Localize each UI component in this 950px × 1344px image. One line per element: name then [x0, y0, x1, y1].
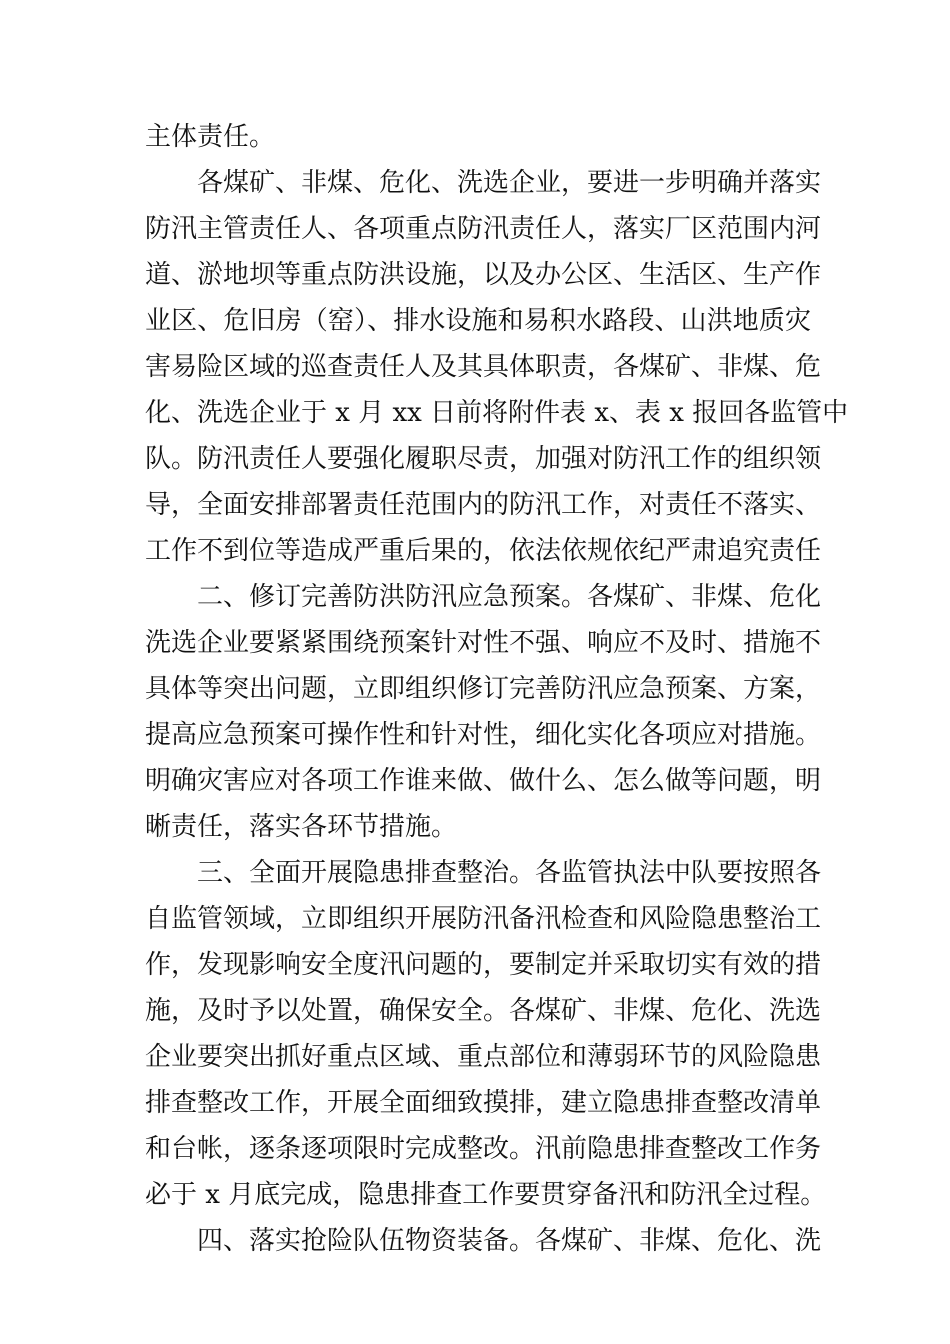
text-line: 具体等突出问题，立即组织修订完善防汛应急预案、方案，: [145, 674, 822, 704]
text-line: 防汛主管责任人、各项重点防汛责任人，落实厂区范围内河: [145, 214, 822, 244]
text-line: 二、修订完善防洪防汛应急预案。各煤矿、非煤、危化: [197, 582, 822, 612]
text-line: 明确灾害应对各项工作谁来做、做什么、怎么做等问题，明: [145, 766, 822, 796]
text-line: 害易险区域的巡查责任人及其具体职责，各煤矿、非煤、危: [145, 352, 822, 382]
text-line: 工作不到位等造成严重后果的，依法依规依纪严肃追究责任: [145, 536, 822, 566]
text-line: 三、全面开展隐患排查整治。各监管执法中队要按照各: [197, 858, 822, 888]
text-line: 排查整改工作，开展全面细致摸排，建立隐患排查整改清单: [145, 1088, 822, 1118]
text-line: 自监管领域，立即组织开展防汛备汛检查和风险隐患整治工: [145, 904, 822, 934]
text-line: 主体责任。: [145, 122, 276, 152]
text-line: 导，全面安排部署责任范围内的防汛工作，对责任不落实、: [145, 490, 822, 520]
text-line: 晰责任，落实各环节措施。: [145, 812, 458, 842]
text-line: 作，发现影响安全度汛问题的，要制定并采取切实有效的措: [145, 950, 822, 980]
text-line: 道、淤地坝等重点防洪设施，以及办公区、生活区、生产作: [145, 260, 822, 290]
text-line: 洗选企业要紧紧围绕预案针对性不强、响应不及时、措施不: [145, 628, 822, 658]
text-line: 业区、危旧房（窑）、排水设施和易积水路段、山洪地质灾: [145, 306, 811, 336]
text-line: 队。防汛责任人要强化履职尽责，加强对防汛工作的组织领: [145, 444, 822, 474]
text-line: 各煤矿、非煤、危化、洗选企业，要进一步明确并落实: [197, 168, 822, 198]
text-line: 四、落实抢险队伍物资装备。各煤矿、非煤、危化、洗: [197, 1226, 822, 1256]
text-line: 企业要突出抓好重点区域、重点部位和薄弱环节的风险隐患: [145, 1042, 822, 1072]
text-line: 和台帐，逐条逐项限时完成整改。汛前隐患排查整改工作务: [145, 1134, 822, 1164]
text-line: 必于 x 月底完成，隐患排查工作要贯穿备汛和防汛全过程。: [145, 1180, 827, 1210]
text-line: 施，及时予以处置，确保安全。各煤矿、非煤、危化、洗选: [145, 996, 822, 1026]
text-line: 提高应急预案可操作性和针对性，细化实化各项应对措施。: [145, 720, 822, 750]
text-line: 化、洗选企业于 x 月 xx 日前将附件表 x、表 x 报回各监管中: [145, 398, 849, 428]
